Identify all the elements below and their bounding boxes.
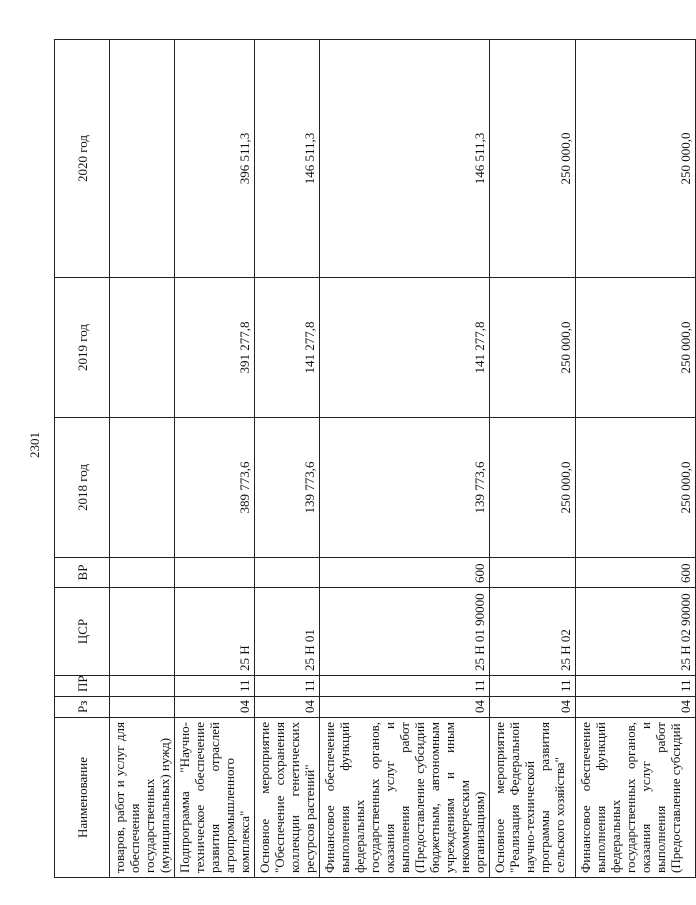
row-vr <box>175 558 255 588</box>
row-pr <box>110 676 175 697</box>
row-value-2020: 250 000,0 <box>576 40 696 278</box>
row-value-2019 <box>110 278 175 418</box>
row-rz: 04 <box>320 697 490 718</box>
budget-table <box>54 39 696 878</box>
budget-table-rotated <box>54 40 693 878</box>
table-row <box>175 40 255 878</box>
row-name: Подпрограмма "Научно-техническое обеспечение развития отраслей агропромышленного комплекса" <box>175 718 255 878</box>
header-2018: 2018 год <box>55 418 110 558</box>
table-row <box>255 40 320 878</box>
row-rz: 04 <box>255 697 320 718</box>
row-csr: 25 Н 02 <box>490 588 576 676</box>
row-csr: 25 Н 01 90000 <box>320 588 490 676</box>
row-name: Основное мероприятие "Реализация Федеральной научно-технической программы развития сельского хозяйства" <box>490 718 576 878</box>
table-header-row <box>55 40 110 878</box>
row-name: Финансовое обеспечение выполнения функций федеральных государственных органов, оказания услуг и выполнения работ (Предоставление субсидий <box>576 718 696 878</box>
row-value-2019: 141 277,8 <box>255 278 320 418</box>
row-name: Финансовое обеспечение выполнения функций федеральных государственных органов, оказания услуг и выполнения работ (Предоставление субсидий бюджетным, автономным учреждениям и иным некоммерческим организациям) <box>320 718 490 878</box>
row-value-2019: 250 000,0 <box>490 278 576 418</box>
row-pr: 11 <box>576 676 696 697</box>
header-csr: ЦСР <box>55 588 110 676</box>
header-vr: ВР <box>55 558 110 588</box>
row-name: Основное мероприятие "Обеспечение сохранения коллекции генетических ресурсов растений" <box>255 718 320 878</box>
row-rz: 04 <box>175 697 255 718</box>
row-vr <box>490 558 576 588</box>
row-value-2018: 250 000,0 <box>576 418 696 558</box>
table-row <box>110 40 175 878</box>
row-vr: 600 <box>576 558 696 588</box>
row-value-2019: 391 277,8 <box>175 278 255 418</box>
row-csr: 25 Н <box>175 588 255 676</box>
row-vr <box>255 558 320 588</box>
row-value-2020: 146 511,3 <box>255 40 320 278</box>
row-value-2019: 250 000,0 <box>576 278 696 418</box>
row-vr <box>110 558 175 588</box>
table-row <box>490 40 576 878</box>
header-name: Наименование <box>55 718 110 878</box>
row-rz: 04 <box>490 697 576 718</box>
row-value-2020 <box>110 40 175 278</box>
header-2019: 2019 год <box>55 278 110 418</box>
row-value-2018: 389 773,6 <box>175 418 255 558</box>
row-pr: 11 <box>175 676 255 697</box>
row-pr: 11 <box>255 676 320 697</box>
row-rz <box>110 697 175 718</box>
row-value-2020: 146 511,3 <box>320 40 490 278</box>
row-value-2019: 141 277,8 <box>320 278 490 418</box>
row-csr: 25 Н 02 90000 <box>576 588 696 676</box>
row-value-2018: 250 000,0 <box>490 418 576 558</box>
row-value-2018: 139 773,6 <box>255 418 320 558</box>
row-csr <box>110 588 175 676</box>
table-body <box>110 40 696 878</box>
header-rz: Рз <box>55 697 110 718</box>
row-rz: 04 <box>576 697 696 718</box>
header-2020: 2020 год <box>55 40 110 278</box>
row-value-2018 <box>110 418 175 558</box>
row-pr: 11 <box>490 676 576 697</box>
header-pr: ПР <box>55 676 110 697</box>
row-vr: 600 <box>320 558 490 588</box>
table-row <box>320 40 490 878</box>
row-name: товаров, работ и услуг для обеспечения государственных (муниципальных) нужд) <box>110 718 175 878</box>
row-pr: 11 <box>320 676 490 697</box>
row-value-2018: 139 773,6 <box>320 418 490 558</box>
row-value-2020: 396 511,3 <box>175 40 255 278</box>
page-number: 2301 <box>27 432 42 458</box>
table-row <box>576 40 696 878</box>
row-csr: 25 Н 01 <box>255 588 320 676</box>
page-number-wrap <box>15 425 55 465</box>
row-value-2020: 250 000,0 <box>490 40 576 278</box>
